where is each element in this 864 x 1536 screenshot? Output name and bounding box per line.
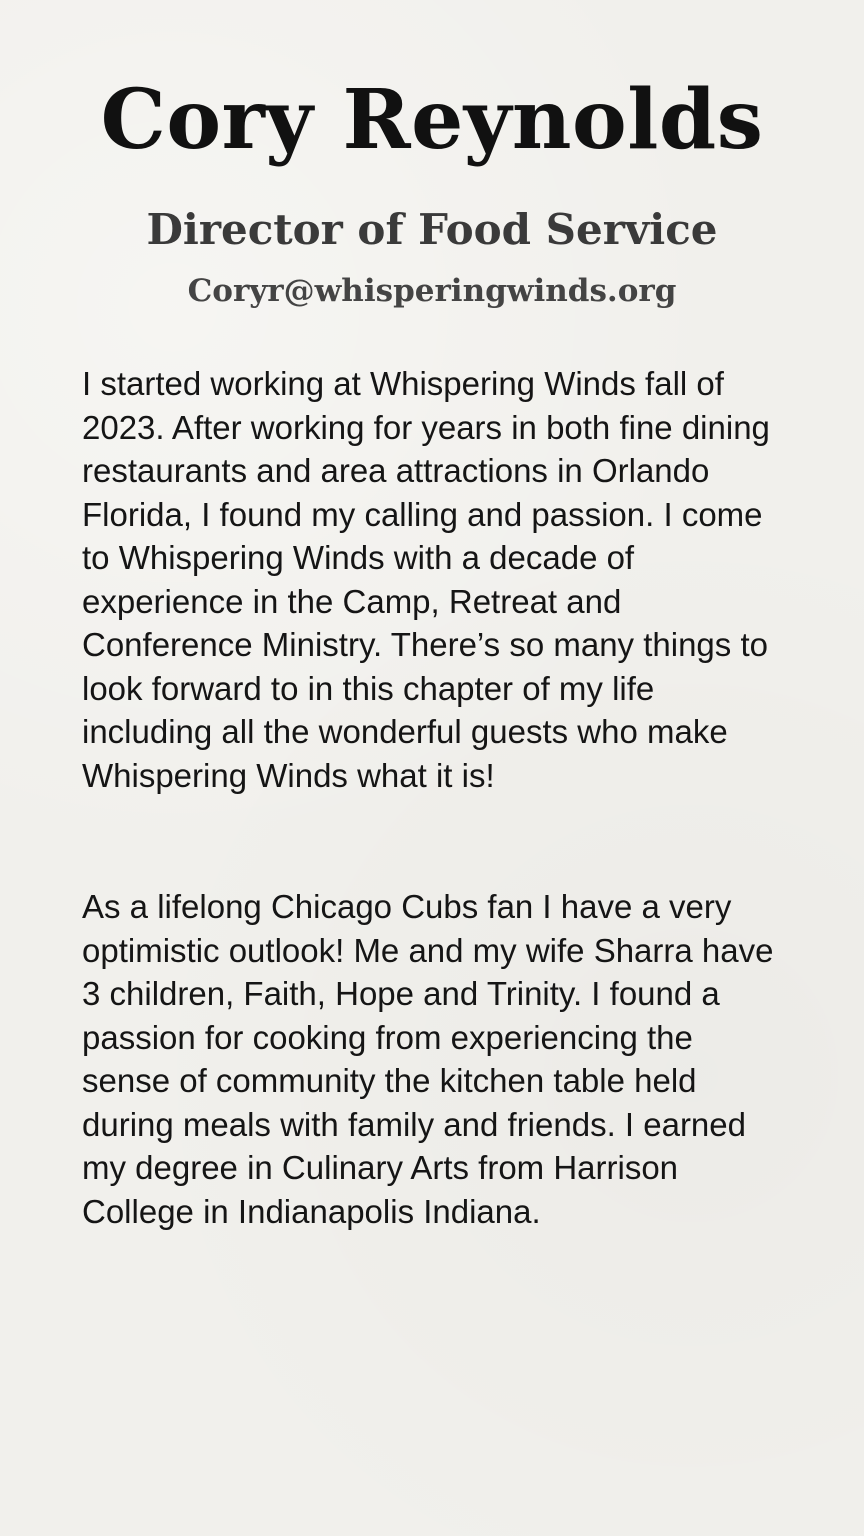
profile-title: Director of Food Service [146,205,718,254]
profile-name: Cory Reynolds [100,72,764,168]
profile-email: Coryr@whisperingwinds.org [187,273,677,309]
bio-paragraph-2: As a lifelong Chicago Cubs fan I have a very optimistic outlook! Me and my wife Sharra have 3 children, Faith, Hope and Trinity. I found a passion for cooking from experiencing the sense of community the kitchen table held during meals with family and friends. I earned my degree in Culinary Arts from Harrison College in Indianapolis Indiana. [82,888,774,1230]
bio-paragraph-1: I started working at Whispering Winds fall of 2023. After working for years in both fine dining restaurants and area attractions in Orlando Florida, I found my calling and passion. I come to Whispering Winds with a decade of experience in the Camp, Retreat and Conference Ministry. There’s so many things to look forward to in this chapter of my life including all the wonderful guests who make Whispering Winds what it is! [82,365,770,794]
